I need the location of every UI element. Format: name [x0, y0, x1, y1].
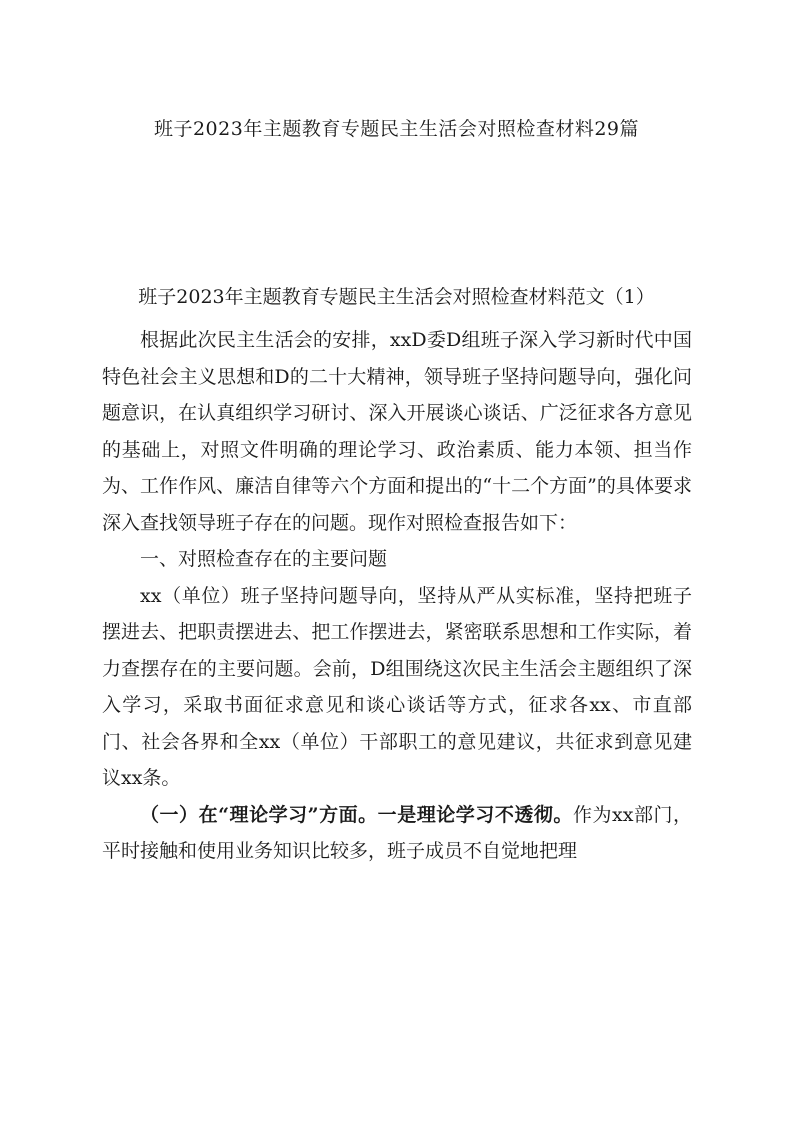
unit-summary-paragraph: xx（单位）班子坚持问题导向，坚持从严从实标准，坚持把班子摆进去、把职责摆进去、把工作摆进去，紧密联系思想和工作实际，着力查摆存在的主要问题。会前，D组围绕这次民主生活会主题组织了深入学习，采取书面征求意见和谈心谈话等方式，征求各xx、市直部门、社会各界和全xx（单位）干部职工的意见建议，共征求到意见建议xx条。: [102, 584, 692, 789]
heading-one: 一、对照检查存在的主要问题: [140, 548, 388, 570]
theory-heading: （一）在“理论学习”方面。一是理论学习不透彻。: [140, 803, 573, 826]
theory-paragraph: [102, 797, 692, 870]
document-title: 班子2023年主题教育专题民主生活会对照检查材料29篇: [153, 118, 640, 140]
section-title: 班子2023年主题教育专题民主生活会对照检查材料范文（1）: [138, 286, 655, 308]
intro-paragraph: 根据此次民主生活会的安排，xxD委D组班子深入学习新时代中国特色社会主义思想和D的二十大精神，领导班子坚持问题导向，强化问题意识，在认真组织学习研讨、深入开展谈心谈话、广泛征求各方意见的基础上，对照文件明确的理论学习、政治素质、能力本领、担当作为、工作作风、廉洁自律等六个方面和提出的“十二个方面”的具体要求深入查找领导班子存在的问题。现作对照检查报告如下：: [102, 329, 692, 534]
document-body: [102, 322, 692, 870]
theory-text: 作为xx部门，平时接触和使用业务知识比较多，班子成员不自觉地把理: [102, 803, 692, 862]
